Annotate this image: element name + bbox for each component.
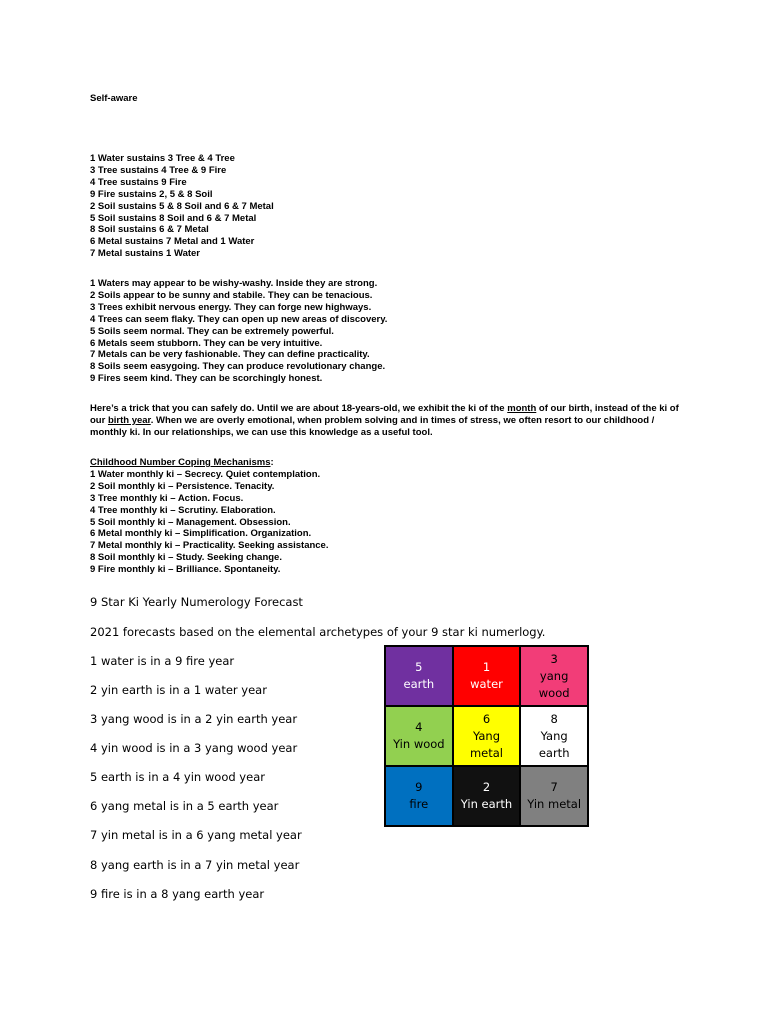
coping-line: 3 Tree monthly ki – Action. Focus. — [90, 492, 244, 504]
coping-line: 4 Tree monthly ki – Scrutiny. Elaboration. — [90, 504, 276, 516]
sustains-line: 1 Water sustains 3 Tree & 4 Tree — [90, 153, 235, 164]
sustains-line: 5 Soil sustains 8 Soil and 6 & 7 Metal — [90, 212, 257, 224]
trait-line: 4 Trees can seem flaky. They can open up new areas of discovery. — [90, 313, 388, 325]
sustains-line: 6 Metal sustains 7 Metal and 1 Water — [90, 236, 255, 248]
trick-paragraph: Here’s a trick that you can safely do. Until we are about 18-years-old, we exhibit the ki of the month of our birth, instead of the ki of our birth year. When we are overly emotional, when problem solving and in times of stress, we often resort to our childhood / monthly ki. In our relationships, we can use this knowledge as a useful tool. — [90, 403, 679, 438]
forecast-line: 3 yang wood is in a 2 yin earth year — [90, 712, 298, 726]
grid-cell-number: 8 — [550, 711, 558, 726]
grid-cell-label: yang wood — [538, 668, 570, 700]
forecast-line: 9 fire is in a 8 yang earth year — [90, 887, 265, 901]
grid-cell-number: 7 — [550, 780, 558, 794]
traits-list — [90, 278, 680, 385]
grid-cell-label: Yin metal — [527, 797, 582, 811]
grid-cell-label: Yang earth — [538, 728, 570, 760]
document-title: Self-aware — [90, 93, 138, 104]
month-emphasis: month — [507, 403, 537, 414]
forecast-line: 7 yin metal is in a 6 yang metal year — [90, 828, 302, 842]
grid-cell — [385, 706, 453, 766]
grid-cell — [453, 766, 521, 826]
forecast-line: 1 water is in a 9 fire year — [90, 654, 235, 668]
trait-line: 3 Trees exhibit nervous energy. They can forge new highways. — [90, 301, 372, 313]
grid-cell-number: 4 — [415, 720, 423, 734]
grid-cell-label: Yin wood — [393, 737, 445, 751]
coping-line: 9 Fire monthly ki – Brilliance. Spontaneity. — [90, 564, 281, 576]
coping-line: 8 Soil monthly ki – Study. Seeking change. — [90, 552, 282, 564]
grid-cell — [453, 706, 521, 766]
coping-line: 6 Metal monthly ki – Simplification. Organization. — [90, 528, 312, 540]
nine-star-grid — [384, 645, 589, 827]
trait-line: 6 Metals seem stubborn. They can be very intuitive. — [90, 337, 323, 349]
sustains-list — [90, 153, 680, 260]
coping-heading: Childhood Number Coping Mechanisms — [90, 457, 271, 468]
grid-cell — [520, 646, 588, 706]
grid-cell-label: fire — [409, 797, 429, 811]
grid-cell-number: 5 — [415, 660, 423, 674]
forecast-line: 2 yin earth is in a 1 water year — [90, 683, 267, 697]
forecast-heading: 9 Star Ki Yearly Numerology Forecast — [90, 595, 303, 609]
sustains-line: 7 Metal sustains 1 Water — [90, 248, 200, 260]
grid-cell — [520, 706, 588, 766]
trait-line: 1 Waters may appear to be wishy-washy. Inside they are strong. — [90, 278, 378, 289]
grid-cell-number: 3 — [550, 651, 558, 666]
trait-line: 2 Soils appear to be sunny and stabile. They can be tenacious. — [90, 289, 373, 301]
forecast-intro: 2021 forecasts based on the elemental archetypes of your 9 star ki numerlogy. — [90, 625, 546, 639]
trait-line: 9 Fires seem kind. They can be scorchingly honest. — [90, 373, 323, 385]
grid-cell — [453, 646, 521, 706]
grid-cell — [520, 766, 588, 826]
trait-line: 5 Soils seem normal. They can be extremely powerful. — [90, 325, 334, 337]
grid-cell — [385, 646, 453, 706]
grid-cell-label: earth — [403, 677, 435, 691]
sustains-line: 8 Soil sustains 6 & 7 Metal — [90, 224, 209, 236]
grid-cell-label: Yin earth — [460, 797, 513, 811]
birth-year-emphasis: birth year — [107, 414, 151, 426]
coping-section: Childhood Number Coping Mechanisms: 1 Water monthly ki – Secrecy. Quiet contemplation. 2 Soil monthly ki – Persistence. Tenacity. 3 Tree monthly ki – Action. Focus. 4 Tree monthly ki – Scrutiny. Elaboration. 5 Soil monthly ki – Management. Obsession. 6 Metal monthly ki – Simplification. Organization. 7 Metal monthly ki – Practicality. Seeking assistance. 8 Soil monthly ki – Study. Seeking change. 9 Fire monthly ki – Brilliance. Spontaneity. — [90, 457, 680, 576]
forecast-line: 4 yin wood is in a 3 yang wood year — [90, 741, 298, 755]
sustains-line: 3 Tree sustains 4 Tree & 9 Fire — [90, 164, 227, 176]
sustains-line: 4 Tree sustains 9 Fire — [90, 176, 187, 188]
forecast-line: 5 earth is in a 4 yin wood year — [90, 770, 265, 784]
sustains-line: 2 Soil sustains 5 & 8 Soil and 6 & 7 Metal — [90, 200, 274, 212]
grid-cell — [385, 766, 453, 826]
grid-cell-number: 1 — [482, 660, 491, 674]
grid-cell-number: 9 — [415, 780, 423, 794]
coping-line: 1 Water monthly ki – Secrecy. Quiet contemplation. — [90, 468, 321, 480]
trait-line: 7 Metals can be very fashionable. They can define practicality. — [90, 349, 370, 361]
grid-cell-label: water — [470, 677, 503, 691]
grid-cell-number: 6 — [482, 711, 491, 726]
sustains-line: 9 Fire sustains 2, 5 & 8 Soil — [90, 188, 213, 200]
grid-cell-label: Yang metal — [469, 728, 503, 760]
coping-line: 2 Soil monthly ki – Persistence. Tenacity. — [90, 480, 275, 492]
grid-cell-number: 2 — [482, 780, 491, 794]
coping-line: 7 Metal monthly ki – Practicality. Seeking assistance. — [90, 540, 329, 552]
forecast-line: 6 yang metal is in a 5 earth year — [90, 799, 279, 813]
trait-line: 8 Soils seem easygoing. They can produce revolutionary change. — [90, 361, 386, 373]
forecast-line: 8 yang earth is in a 7 yin metal year — [90, 858, 300, 872]
coping-line: 5 Soil monthly ki – Management. Obsession. — [90, 516, 291, 528]
